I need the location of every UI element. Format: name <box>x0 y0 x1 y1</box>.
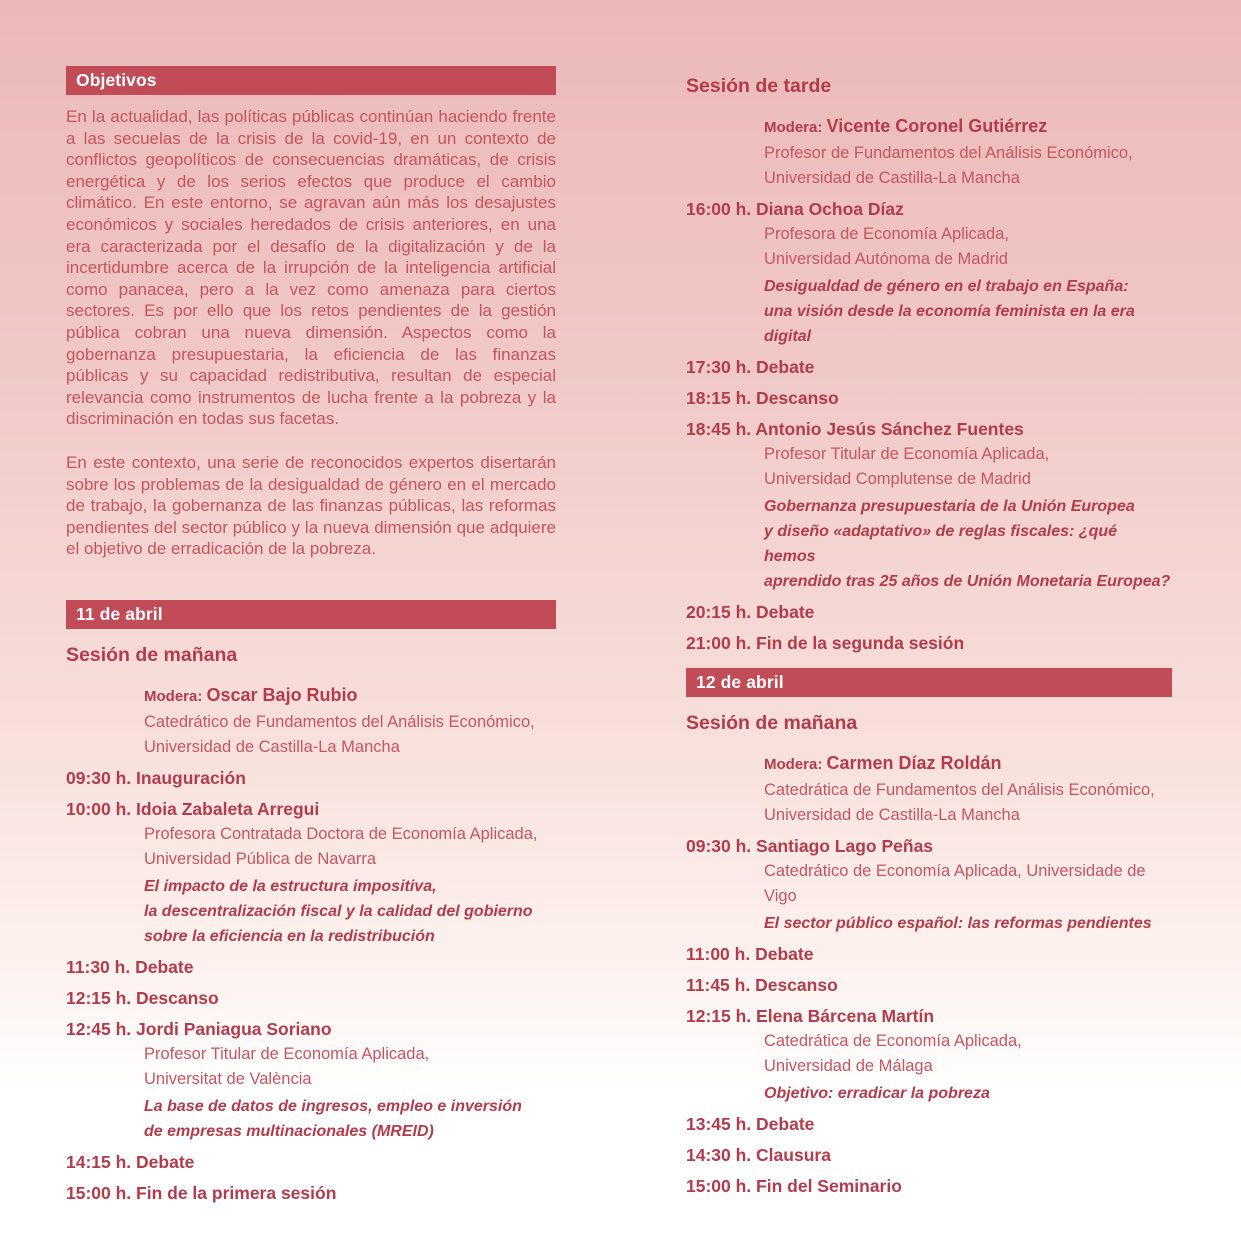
schedule-event <box>686 354 1172 380</box>
speaker-affiliation-line: Catedrático de Economía Aplicada, Universidade de Vigo <box>764 862 1146 905</box>
event-title: Fin del Seminario <box>756 1176 902 1196</box>
event-time: 15:00 h. <box>66 1183 137 1203</box>
event-time: 14:30 h. <box>686 1145 757 1165</box>
schedule-event <box>686 972 1172 998</box>
schedule-event <box>686 1142 1172 1168</box>
session-title: Sesión de mañana <box>66 644 238 666</box>
event-time-title-line <box>686 354 1172 380</box>
moderator-name: Vicente Coronel Gutiérrez <box>826 116 1048 136</box>
event-time: 10:00 h. <box>66 799 137 819</box>
schedule-event <box>66 796 556 949</box>
event-title: Descanso <box>756 388 839 408</box>
event-title: Idoia Zabaleta Arregui <box>136 799 320 819</box>
objetivos-header-bar <box>66 66 556 95</box>
moderator-block <box>764 750 1172 828</box>
event-title: Descanso <box>755 975 838 995</box>
moderator-label: Modera: <box>764 119 827 136</box>
event-time: 18:45 h. <box>686 419 756 439</box>
event-title: Elena Bárcena Martín <box>756 1006 935 1026</box>
event-time: 15:00 h. <box>686 1176 757 1196</box>
event-time-title-line <box>66 796 556 822</box>
day1-morning-session <box>66 644 556 1206</box>
event-time-title-line <box>686 630 1172 656</box>
event-time-title-line <box>686 1003 1172 1029</box>
speaker-affiliation-line: Universidad Pública de Navarra <box>144 850 377 868</box>
schedule-event <box>686 630 1172 656</box>
objetivos-bar-title: Objetivos <box>76 70 157 90</box>
event-time-title-line <box>686 1142 1172 1168</box>
event-time-title-line <box>686 1111 1172 1137</box>
speaker-affiliation-line: Universitat de València <box>144 1070 312 1088</box>
speaker-affiliation-line: Profesora de Economía Aplicada, <box>764 225 1009 243</box>
moderator-block <box>764 113 1172 191</box>
speaker-affiliation-line: Universidad de Málaga <box>764 1057 933 1075</box>
moderator-affiliation-line: Universidad de Castilla-La Mancha <box>764 806 1020 824</box>
talk-title-line: La base de datos de ingresos, empleo e inversión <box>144 1098 522 1115</box>
schedule-event <box>686 833 1172 936</box>
event-time-title-line <box>686 972 1172 998</box>
event-time-title-line <box>686 599 1172 625</box>
event-time-title-line <box>686 385 1172 411</box>
speaker-affiliation-line: Catedrática de Economía Aplicada, <box>764 1032 1022 1050</box>
event-time-title-line <box>66 1180 556 1206</box>
speaker-affiliation-line: Universidad Autónoma de Madrid <box>764 250 1008 268</box>
talk-title-line: El impacto de la estructura impositiva, <box>144 878 437 895</box>
talk-title-line: sobre la eficiencia en la redistribución <box>144 928 435 945</box>
moderator-line <box>764 113 1172 141</box>
schedule-event <box>66 1180 556 1206</box>
speaker-affiliation-line: Profesor Titular de Economía Aplicada, <box>764 445 1050 463</box>
event-time: 12:15 h. <box>66 988 137 1008</box>
moderator-line <box>144 682 556 710</box>
event-time: 12:45 h. <box>66 1019 137 1039</box>
moderator-affiliation-line: Profesor de Fundamentos del Análisis Económico, <box>764 144 1133 162</box>
moderator-name: Carmen Díaz Roldán <box>826 753 1002 773</box>
event-title: Descanso <box>136 988 219 1008</box>
event-time: 11:30 h. <box>66 957 136 977</box>
moderator-line <box>764 750 1172 778</box>
moderator-label: Modera: <box>764 756 827 773</box>
talk-title-line: una visión desde la economía feminista en la era digital <box>764 303 1135 345</box>
moderator-affiliation-line: Catedrática de Fundamentos del Análisis Económico, <box>764 781 1155 799</box>
moderator-affiliation-line: Universidad de Castilla-La Mancha <box>764 169 1020 187</box>
event-title: Diana Ochoa Díaz <box>756 199 904 219</box>
event-title: Debate <box>755 944 814 964</box>
schedule-event <box>66 1149 556 1175</box>
schedule-event <box>686 416 1172 594</box>
talk-title-line: la descentralización fiscal y la calidad del gobierno <box>144 903 533 920</box>
event-title: Jordi Paniagua Soriano <box>136 1019 332 1039</box>
left-column <box>66 66 556 1206</box>
event-title: Fin de la primera sesión <box>136 1183 337 1203</box>
event-time: 09:30 h. <box>686 836 757 856</box>
event-time: 16:00 h. <box>686 199 757 219</box>
schedule-event <box>686 1173 1172 1199</box>
event-time-title-line <box>66 1016 556 1042</box>
event-time-title-line <box>686 833 1172 859</box>
schedule-event <box>66 954 556 980</box>
event-time: 20:15 h. <box>686 602 757 622</box>
day2-morning-session <box>686 712 1172 1199</box>
objetivos-text-block <box>66 95 556 600</box>
event-time: 11:45 h. <box>686 975 756 995</box>
event-title: Fin de la segunda sesión <box>756 633 965 653</box>
event-time: 17:30 h. <box>686 357 757 377</box>
talk-title-line: Desigualdad de género en el trabajo en España: <box>764 278 1129 295</box>
event-title: Clausura <box>756 1145 831 1165</box>
intro-paragraph-1: En la actualidad, las políticas públicas continúan haciendo frente a las secuelas de la crisis de la covid-19, en un contexto de conflictos geopolíticos de consecuencias dramáticas, de crisis energética y de los serios efectos que produce el cambio climático. En este entorno, se agravan aún más los desajustes económicos y sociales heredados de crisis anteriores, en una era caracterizada por el desafío de la digitalización y de la incertidumbre acerca de la irrupción de la inteligencia artificial como panacea, pero a la vez como amenaza para ciertos sectores. Es por ello que los retos pendientes de la gestión pública cobran una nueva dimensión. Aspectos como la gobernanza presupuestaria, la eficiencia de las finanzas públicas y su capacidad redistributiva, resultan de especial relevancia como instrumentos de lucha frente a la pobreza y la discriminación en todas sus facetas. <box>66 107 556 429</box>
day2-bar-title: 12 de abril <box>696 672 784 692</box>
talk-title-line: Objetivo: erradicar la pobreza <box>764 1085 990 1102</box>
schedule-event <box>686 599 1172 625</box>
talk-title-line: Gobernanza presupuestaria de la Unión Europea <box>764 498 1135 515</box>
event-time: 21:00 h. <box>686 633 757 653</box>
event-time: 14:15 h. <box>66 1152 137 1172</box>
event-time-title-line <box>66 954 556 980</box>
schedule-event <box>686 1003 1172 1106</box>
session-title: Sesión de mañana <box>686 712 858 734</box>
event-title: Antonio Jesús Sánchez Fuentes <box>755 419 1024 439</box>
event-title: Debate <box>136 1152 195 1172</box>
schedule-event <box>686 1111 1172 1137</box>
event-time-title-line <box>66 985 556 1011</box>
schedule-event <box>66 1016 556 1144</box>
schedule-event <box>66 765 556 791</box>
event-time-title-line <box>686 196 1172 222</box>
event-title: Debate <box>756 1114 815 1134</box>
event-time: 11:00 h. <box>686 944 756 964</box>
day1-header-bar <box>66 600 556 629</box>
speaker-affiliation-line: Universidad Complutense de Madrid <box>764 470 1031 488</box>
day2-header-bar <box>686 668 1172 697</box>
talk-title-line: aprendido tras 25 años de Unión Monetaria Europea? <box>764 573 1171 590</box>
event-time: 09:30 h. <box>66 768 137 788</box>
schedule-event <box>686 941 1172 967</box>
moderator-name: Oscar Bajo Rubio <box>206 685 358 705</box>
talk-title-line: y diseño «adaptativo» de reglas fiscales: ¿qué hemos <box>764 523 1118 565</box>
speaker-affiliation-line: Profesora Contratada Doctora de Economía Aplicada, <box>144 825 538 843</box>
event-time: 13:45 h. <box>686 1114 757 1134</box>
event-title: Debate <box>756 602 815 622</box>
speaker-affiliation-line: Profesor Titular de Economía Aplicada, <box>144 1045 430 1063</box>
moderator-affiliation-line: Catedrático de Fundamentos del Análisis Económico, <box>144 713 535 731</box>
event-time-title-line <box>686 941 1172 967</box>
schedule-event <box>66 985 556 1011</box>
moderator-block <box>144 682 556 760</box>
moderator-label: Modera: <box>144 688 207 705</box>
event-time: 18:15 h. <box>686 388 757 408</box>
day1-afternoon-session <box>686 75 1172 656</box>
schedule-event <box>686 196 1172 349</box>
event-title: Debate <box>135 957 194 977</box>
session-title: Sesión de tarde <box>686 75 832 97</box>
event-time-title-line <box>66 765 556 791</box>
day1-bar-title: 11 de abril <box>76 604 163 624</box>
talk-title-line: El sector público español: las reformas pendientes <box>764 915 1152 932</box>
right-column <box>686 60 1172 1199</box>
intro-paragraph-2: En este contexto, una serie de reconocidos expertos disertarán sobre los problemas de la desigualdad de género en el mercado de trabajo, la gobernanza de las finanzas públicas, las reformas pendientes del sector público y la nueva dimensión que adquiere el objetivo de erradicación de la pobreza. <box>66 452 556 559</box>
event-time-title-line <box>686 416 1172 442</box>
talk-title-line: de empresas multinacionales (MREID) <box>144 1123 434 1140</box>
event-time-title-line <box>66 1149 556 1175</box>
event-title: Santiago Lago Peñas <box>756 836 934 856</box>
event-time: 12:15 h. <box>686 1006 757 1026</box>
event-title: Inauguración <box>136 768 246 788</box>
event-title: Debate <box>756 357 815 377</box>
event-time-title-line <box>686 1173 1172 1199</box>
schedule-event <box>686 385 1172 411</box>
moderator-affiliation-line: Universidad de Castilla-La Mancha <box>144 738 400 756</box>
